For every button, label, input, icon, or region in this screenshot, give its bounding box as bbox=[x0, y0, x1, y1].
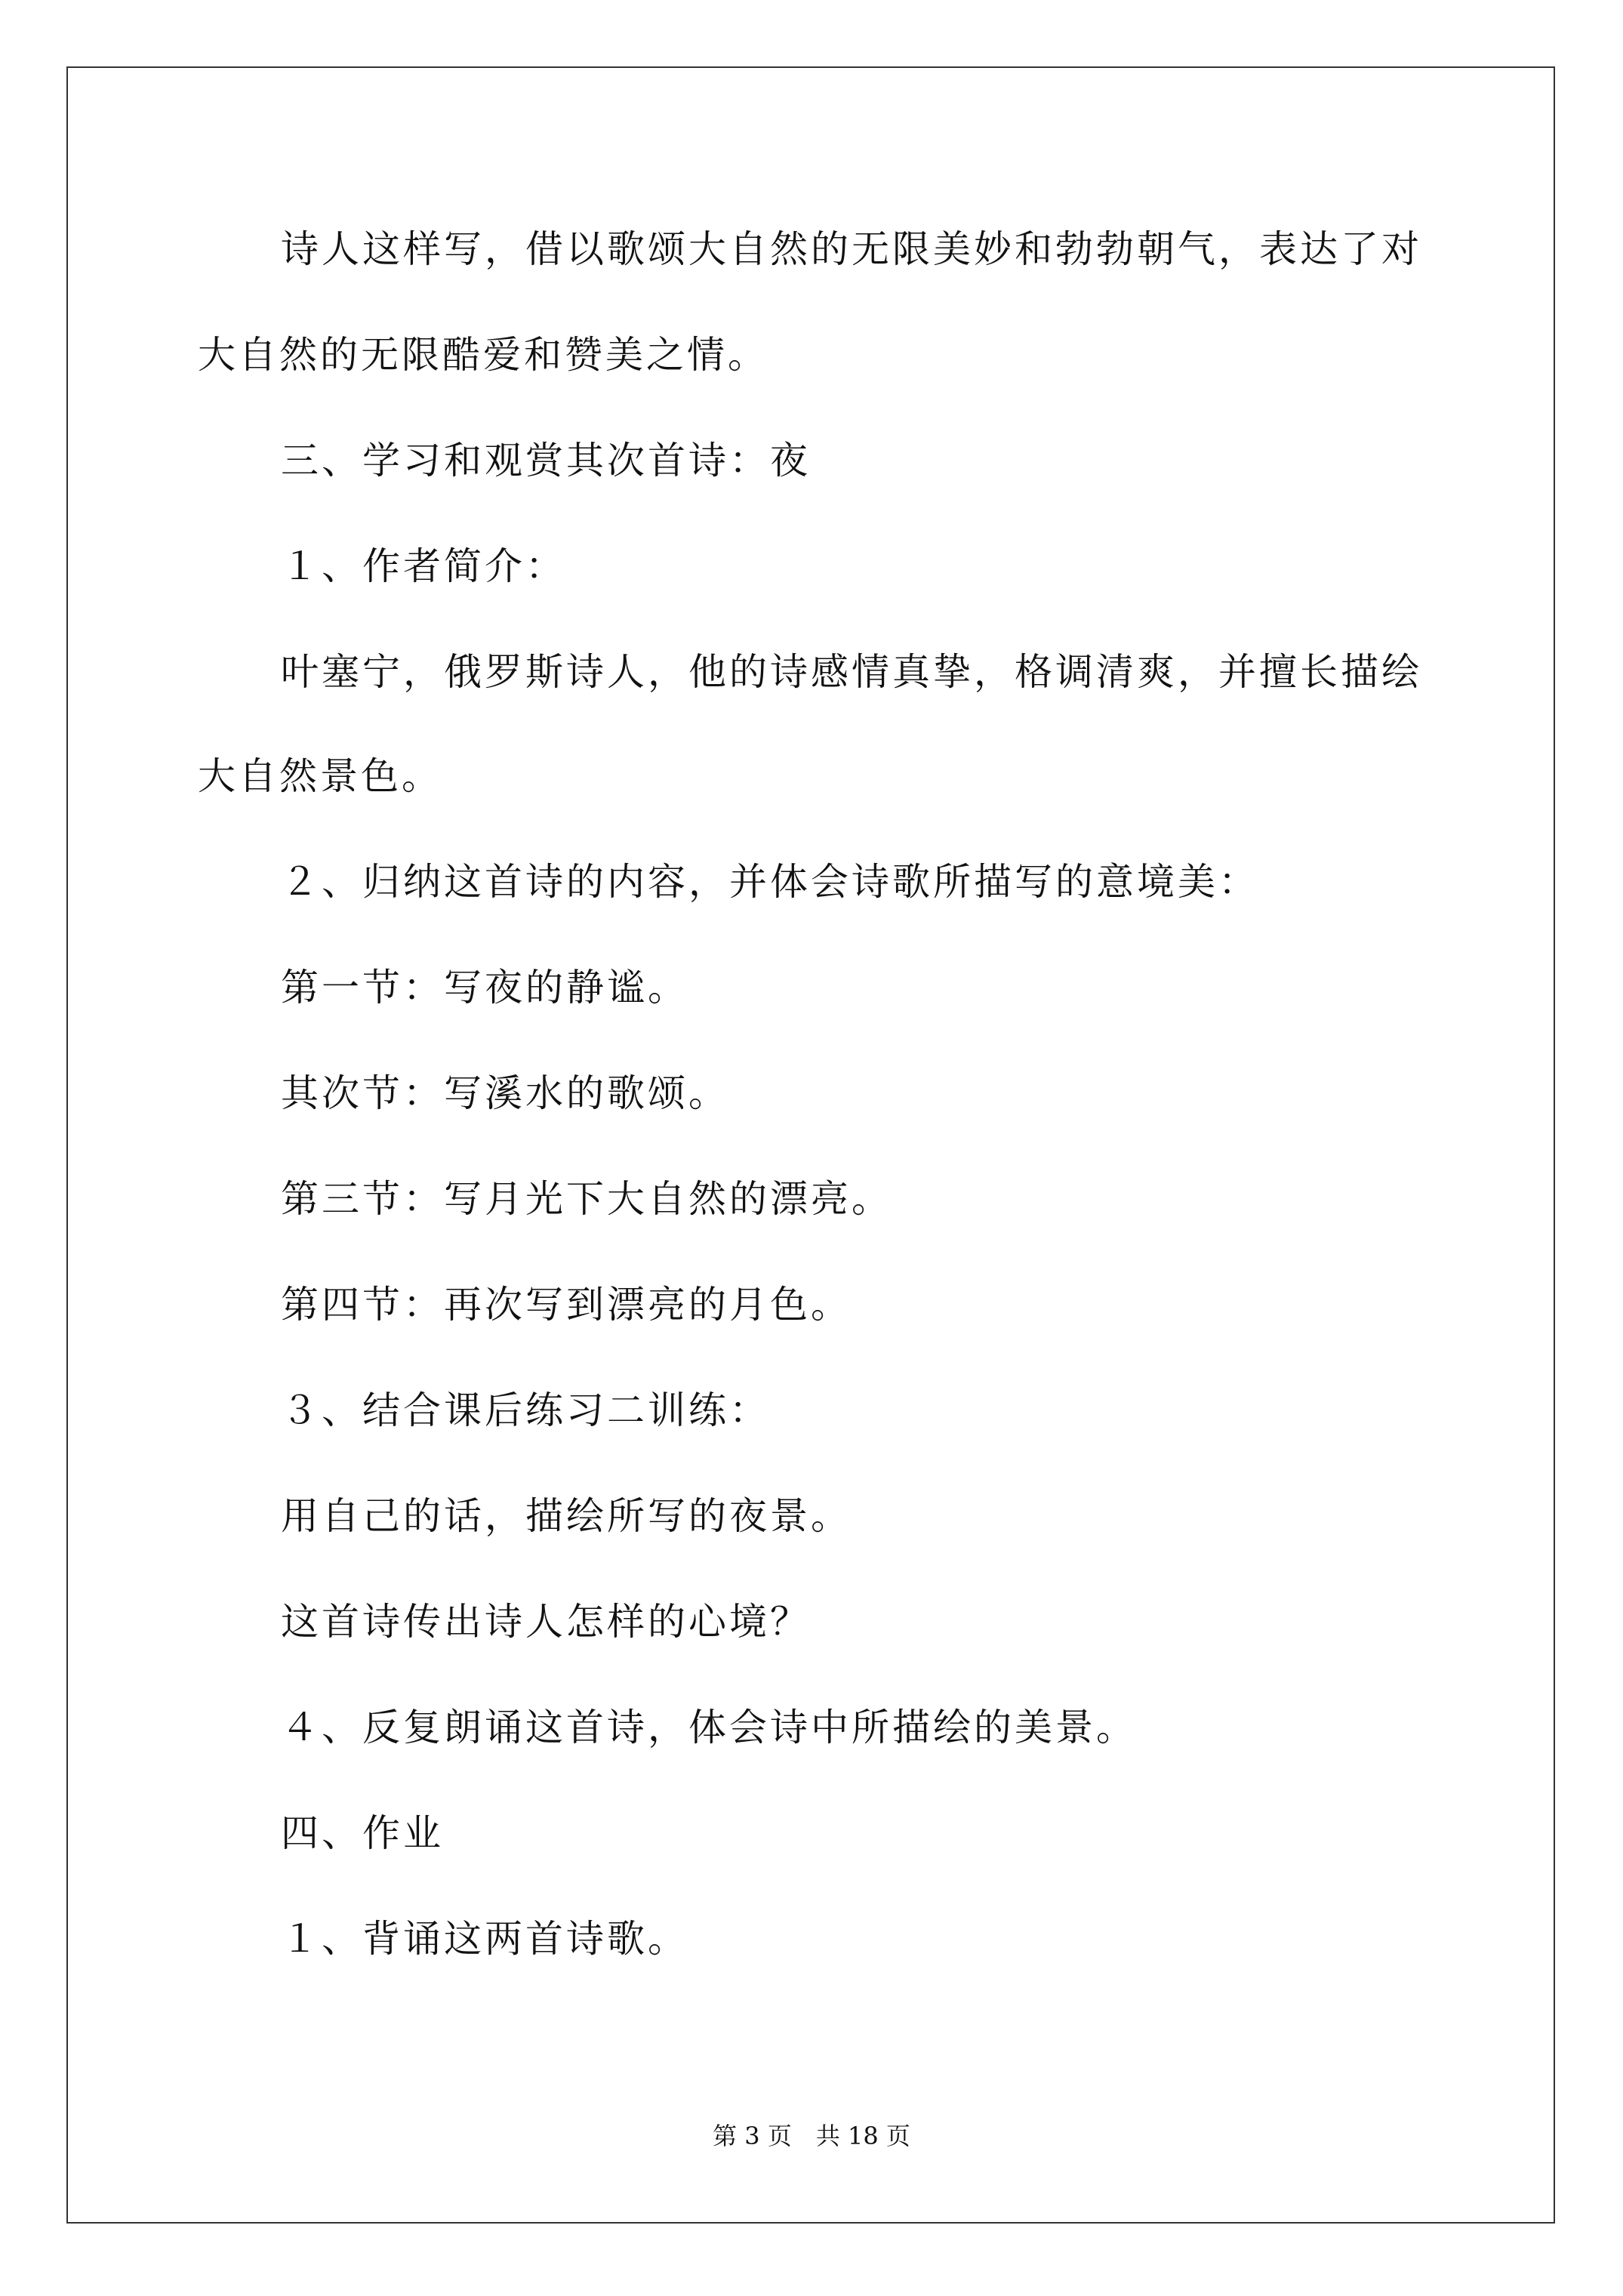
paragraph-10: 第三节：写月光下大自然的漂亮。 bbox=[281, 1177, 892, 1221]
paragraph-3: 三、学习和观赏其次首诗：夜 bbox=[281, 439, 811, 482]
paragraph-12: ３、结合课后练习二训练： bbox=[281, 1388, 770, 1432]
paragraph-2: 大自然的无限酷爱和赞美之情。 bbox=[198, 333, 768, 377]
page-number-footer: 第 3 页 共 18 页 bbox=[713, 2122, 910, 2150]
paragraph-15: ４、反复朗诵这首诗，体会诗中所描绘的美景。 bbox=[281, 1706, 1137, 1749]
paragraph-4: １、作者简介： bbox=[281, 544, 566, 588]
page-border bbox=[66, 66, 1555, 2224]
paragraph-5: 叶塞宁，俄罗斯诗人，他的诗感情真挚，格调清爽，并擅长描绘 bbox=[281, 650, 1422, 694]
paragraph-6: 大自然景色。 bbox=[198, 754, 442, 798]
paragraph-9: 其次节：写溪水的歌颂。 bbox=[281, 1071, 729, 1115]
paragraph-16: 四、作业 bbox=[281, 1811, 444, 1855]
paragraph-1: 诗人这样写，借以歌颂大自然的无限美妙和勃勃朝气，表达了对 bbox=[281, 227, 1422, 271]
paragraph-14: 这首诗传出诗人怎样的心境？ bbox=[281, 1600, 811, 1644]
paragraph-17: １、背诵这两首诗歌。 bbox=[281, 1917, 688, 1961]
paragraph-7: ２、归纳这首诗的内容，并体会诗歌所描写的意境美： bbox=[281, 860, 1259, 904]
paragraph-11: 第四节：再次写到漂亮的月色。 bbox=[281, 1283, 852, 1327]
paragraph-13: 用自己的话，描绘所写的夜景。 bbox=[281, 1494, 852, 1538]
paragraph-8: 第一节：写夜的静谧。 bbox=[281, 966, 688, 1009]
